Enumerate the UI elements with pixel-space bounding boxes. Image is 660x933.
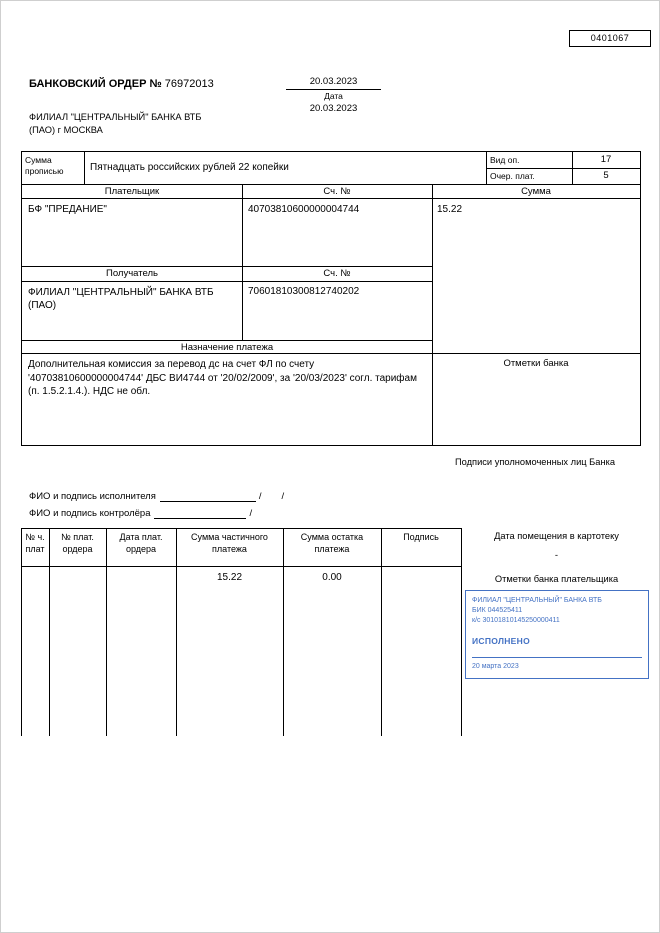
divider bbox=[176, 528, 177, 736]
form-code: 0401067 bbox=[590, 33, 630, 43]
operation-type-value: 17 bbox=[600, 154, 612, 165]
divider bbox=[22, 353, 640, 354]
executor-signature-label: ФИО и подпись исполнителя bbox=[29, 491, 156, 502]
operation-type-label: Вид оп. bbox=[490, 155, 520, 165]
issuing-bank-line2: (ПАО) г МОСКВА bbox=[29, 124, 103, 135]
payment-sum: 15.22 bbox=[437, 204, 463, 215]
divider bbox=[22, 198, 640, 199]
divider bbox=[242, 184, 243, 340]
payee-account: 70601810300812740202 bbox=[248, 286, 360, 297]
divider bbox=[486, 152, 487, 184]
document-title bbox=[29, 78, 214, 90]
col-header-signature: Подпись bbox=[403, 532, 439, 542]
stamp-bik: БИК 044525411 bbox=[472, 606, 523, 614]
payer-account-label: Сч. № bbox=[323, 186, 351, 197]
divider bbox=[49, 528, 50, 736]
payer-name: БФ "ПРЕДАНИЕ" bbox=[28, 204, 107, 215]
divider bbox=[84, 152, 85, 184]
executor-signature-line bbox=[160, 491, 256, 502]
col-header-partial-sum: Сумма частичного платежа bbox=[191, 532, 268, 554]
stamp-date: 20 марта 2023 bbox=[472, 657, 642, 672]
sum-column-label: Сумма bbox=[521, 186, 551, 197]
bank-signatures-label: Подписи уполномоченных лиц Банка bbox=[454, 457, 616, 467]
partial-sum-value: 15.22 bbox=[216, 572, 243, 583]
divider bbox=[21, 528, 22, 736]
stamp-corr-account: к/с 30101810145250000411 bbox=[472, 616, 560, 624]
bank-stamp bbox=[465, 590, 649, 679]
issuing-bank-name bbox=[29, 111, 201, 136]
divider bbox=[22, 266, 432, 267]
col-header-order-date: Дата плат. ордера bbox=[119, 532, 163, 554]
payment-priority-value: 5 bbox=[603, 170, 609, 181]
stamp-bank-name: ФИЛИАЛ "ЦЕНТРАЛЬНЫЙ" БАНКА ВТБ bbox=[472, 597, 602, 604]
purpose-text: Дополнительная комиссия за перевод дс на счет ФЛ по счету '40703810600000004744' ДБС ВИ4744 от '20/02/2009', за '20/03/2023' согл. тарифам (п. 1.5.2.1.4.). НДС не обл. bbox=[28, 359, 417, 397]
slash-mark: / bbox=[281, 491, 285, 502]
slash-mark: / bbox=[258, 491, 262, 502]
order-number: 76972013 bbox=[164, 78, 214, 90]
controller-signature-row bbox=[29, 508, 252, 519]
date-value-top: 20.03.2023 bbox=[286, 76, 381, 90]
controller-signature-label: ФИО и подпись контролёра bbox=[29, 508, 151, 519]
rest-sum-value: 0.00 bbox=[322, 572, 342, 583]
col-header-rest-sum: Сумма остатка платежа bbox=[300, 532, 364, 554]
divider bbox=[106, 528, 107, 736]
divider bbox=[486, 168, 640, 169]
card-index-label: Дата помещения в картотеку bbox=[494, 531, 619, 541]
divider bbox=[381, 528, 382, 736]
divider bbox=[22, 281, 432, 282]
payer-bank-marks-label: Отметки банка плательщика bbox=[494, 574, 619, 584]
amount-in-words-label: Сумма прописью bbox=[25, 155, 64, 177]
divider bbox=[22, 340, 432, 341]
bank-marks-label: Отметки банка bbox=[503, 358, 569, 369]
date-value-bottom: 20.03.2023 bbox=[309, 103, 358, 114]
divider bbox=[21, 528, 462, 529]
divider bbox=[432, 184, 433, 445]
partial-payments-table bbox=[21, 528, 462, 736]
payee-name: ФИЛИАЛ "ЦЕНТРАЛЬНЫЙ" БАНКА ВТБ (ПАО) bbox=[28, 287, 214, 311]
purpose-section-label: Назначение платежа bbox=[180, 342, 274, 353]
payer-account: 40703810600000004744 bbox=[248, 204, 360, 215]
col-header-part-number: № ч. плат bbox=[25, 532, 45, 554]
divider bbox=[461, 528, 462, 736]
date-block bbox=[286, 76, 381, 114]
form-code-box bbox=[569, 30, 651, 47]
payee-account-label: Сч. № bbox=[323, 268, 351, 279]
divider bbox=[22, 184, 640, 185]
card-index-value: - bbox=[554, 550, 559, 561]
title-label: БАНКОВСКИЙ ОРДЕР № bbox=[29, 78, 162, 90]
main-table bbox=[21, 151, 641, 446]
slash-mark: / bbox=[249, 508, 253, 519]
divider bbox=[283, 528, 284, 736]
date-label: Дата bbox=[324, 91, 343, 101]
issuing-bank-line1: ФИЛИАЛ "ЦЕНТРАЛЬНЫЙ" БАНКА ВТБ bbox=[29, 112, 202, 122]
col-header-order-number: № плат. ордера bbox=[61, 532, 94, 554]
divider bbox=[21, 566, 462, 567]
executor-signature-row bbox=[29, 491, 284, 502]
stamp-status: ИСПОЛНЕНО bbox=[472, 636, 530, 647]
payer-section-label: Плательщик bbox=[104, 186, 160, 197]
payment-priority-label: Очер. плат. bbox=[490, 171, 535, 181]
amount-in-words: Пятнадцать российских рублей 22 копейки bbox=[90, 162, 289, 173]
controller-signature-line bbox=[154, 508, 246, 519]
payee-section-label: Получатель bbox=[106, 268, 158, 279]
